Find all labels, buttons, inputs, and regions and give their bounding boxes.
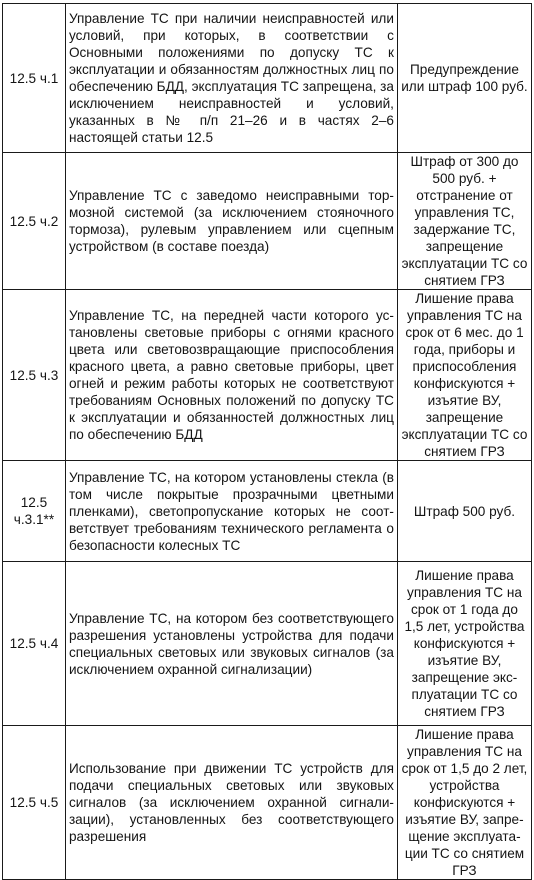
penalty-cell: Лишение права управления ТС на срок от 6 мес. до 1 года, приборы и приспособления конфискуются + изъятие ВУ, запрещение эксплуатации ТС со снятием ГРЗ bbox=[397, 290, 531, 461]
article-cell: 12.5 ч.1 bbox=[3, 4, 66, 153]
description-cell: Управление ТС, на котором без соответствующего разрешения установлены устройства для подачи специальных световых или звуковых сигналов (за исключением охранной сигнализации) bbox=[65, 562, 397, 726]
article-cell: 12.5 ч.3.1** bbox=[3, 461, 66, 562]
description-cell: Управление ТС, на передней части которого установлены световые приборы с огнями красного цвета или световозвращающие приспособления красного цвета, а равно световые приборы, цвет огней и режим работы которых не соответствуют требованиям Основных положений по допуску ТС к эксплуатации и обязанностей должностных лиц по обеспечению БДД bbox=[65, 290, 397, 461]
table-row bbox=[3, 562, 532, 726]
table-row bbox=[3, 461, 532, 562]
table-row bbox=[3, 726, 532, 880]
description-cell: Управление ТС при наличии неисправностей или условий, при которых, в соответствии с Основными положениями по допуску ТС к эксплуатации и обязанностям должностных лиц по обеспечению БДД, эксплуатация ТС запрещена, за исключением неисправностей и условий, указанных в № п/п 21–26 и в частях 2–6 настоящей статьи 12.5 bbox=[65, 4, 397, 153]
penalty-cell: Лишение права управления ТС на срок от 1,5 до 2 лет, устройства конфискуются + изъятие ВУ, запрещение эксплуатации ТС со снятием ГРЗ bbox=[397, 726, 531, 880]
article-cell: 12.5 ч.3 bbox=[3, 290, 66, 461]
table-row bbox=[3, 4, 532, 153]
penalty-cell: Штраф от 300 до 500 руб. + отстранение от управления ТС, задержание ТС, запрещение эксплуатации ТС со снятием ГРЗ bbox=[397, 153, 531, 290]
article-cell: 12.5 ч.4 bbox=[3, 562, 66, 726]
description-cell: Управление ТС с заведомо неисправными тормозной системой (за исключением стояночного тормоза), рулевым управлением или сцепным устройством (в составе поезда) bbox=[65, 153, 397, 290]
table-row bbox=[3, 290, 532, 461]
table-row bbox=[3, 153, 532, 290]
penalty-cell: Предупреждение или штраф 100 руб. bbox=[397, 4, 531, 153]
article-cell: 12.5 ч.5 bbox=[3, 726, 66, 880]
penalty-cell: Штраф 500 руб. bbox=[397, 461, 531, 562]
description-cell: Использование при движении ТС устройств для подачи специальных световых или звуковых сигналов (за исключением охранной сигнализации), установленных без соответствующего разрешения bbox=[65, 726, 397, 880]
article-cell: 12.5 ч.2 bbox=[3, 153, 66, 290]
penalty-cell: Лишение права управления ТС на срок от 1 года до 1,5 лет, устройства конфискуются + изъятие ВУ, запрещение эксплуатации ТС со снятием ГРЗ bbox=[397, 562, 531, 726]
description-cell: Управление ТС, на котором установлены стекла (в том числе покрытые прозрачными цветными пленками), светопропускание которых не соответствует требованиям технического регламента о безопасности колесных ТС bbox=[65, 461, 397, 562]
traffic-fines-table bbox=[2, 3, 532, 880]
